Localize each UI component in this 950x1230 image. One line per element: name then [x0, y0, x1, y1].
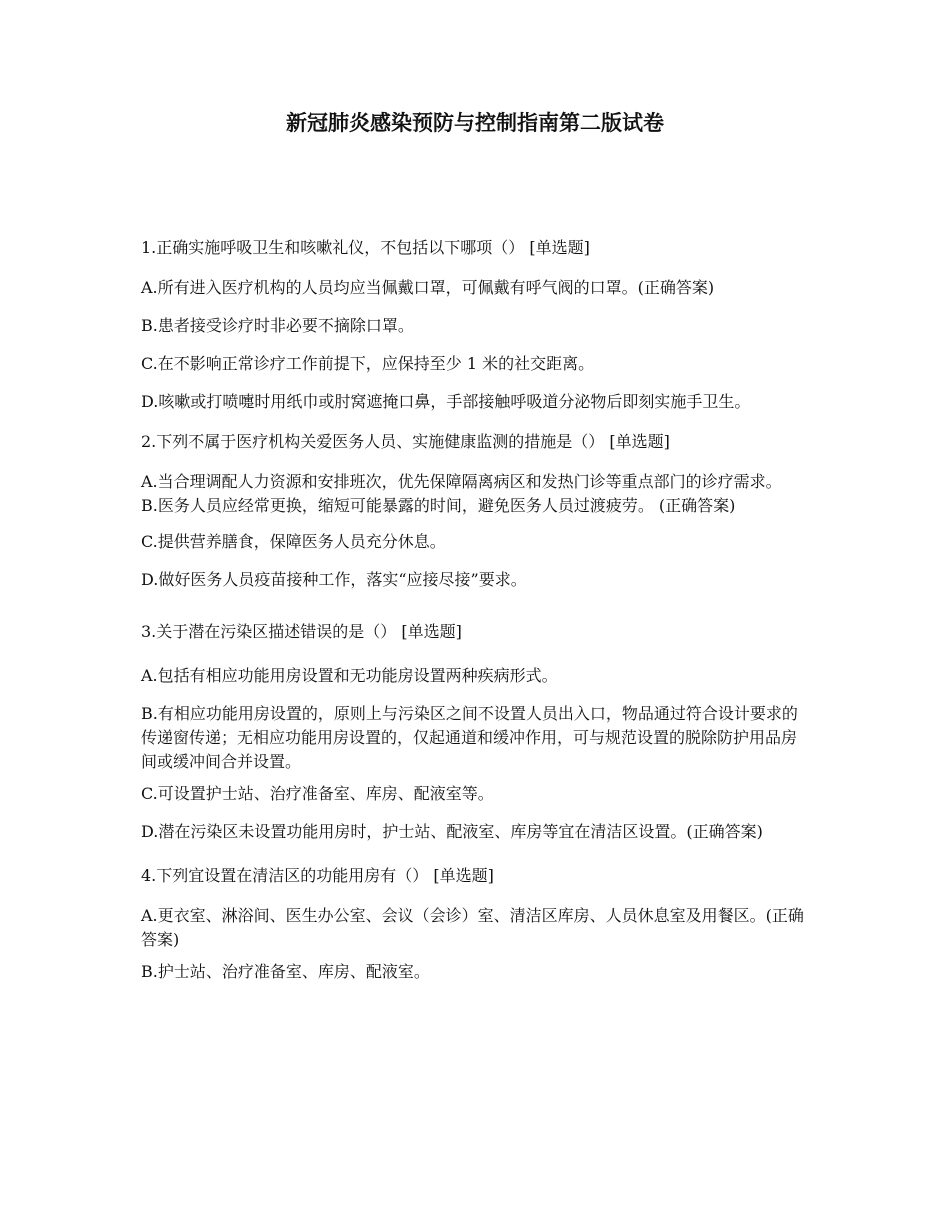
question-1	[141, 236, 811, 414]
option-d: D.做好医务人员疫苗接种工作，落实“应接尽接”要求。	[141, 570, 527, 589]
option-a: A.包括有相应功能用房设置和无功能房设置两种疾病形式。	[141, 666, 558, 685]
question-stem: 4.下列宜设置在清洁区的功能用房有（） [单选题]	[141, 866, 494, 885]
option-a: A.所有进入医疗机构的人员均应当佩戴口罩，可佩戴有呼气阀的口罩。(正确答案)	[141, 278, 715, 297]
document-title: 新冠肺炎感染预防与控制指南第二版试卷	[286, 110, 664, 135]
option-b: B.医务人员应经常更换，缩短可能暴露的时间，避免医务人员过渡疲劳。 (正确答案)	[141, 496, 736, 515]
question-3	[141, 620, 811, 844]
question-2	[141, 430, 811, 592]
question-list	[141, 236, 811, 998]
option-a: A.当合理调配人力资源和安排班次，优先保障隔离病区和发热门诊等重点部门的诊疗需求。	[141, 472, 782, 491]
question-stem: 3.关于潜在污染区描述错误的是（） [单选题]	[141, 622, 462, 641]
option-d: D.咳嗽或打喷嚏时用纸巾或肘窝遮掩口鼻，手部接触呼吸道分泌物后即刻实施手卫生。	[141, 392, 751, 411]
option-c: C.可设置护士站、治疗准备室、库房、配液室等。	[141, 784, 494, 803]
question-stem: 2.下列不属于医疗机构关爱医务人员、实施健康监测的措施是（） [单选题]	[141, 432, 670, 451]
question-4	[141, 864, 811, 984]
option-b: B.患者接受诊疗时非必要不摘除口罩。	[141, 316, 414, 335]
option-c: C.在不影响正常诊疗工作前提下，应保持至少 1 米的社交距离。	[141, 354, 595, 373]
option-b: B.有相应功能用房设置的，原则上与污染区之间不设置人员出入口，物品通过符合设计要求的传递窗传递；无相应功能用房设置的，仅起通道和缓冲作用，可与规范设置的脱除防护用品房间或缓冲间合并设置。	[141, 704, 798, 771]
option-c: C.提供营养膳食，保障医务人员充分休息。	[141, 532, 446, 551]
question-stem: 1.正确实施呼吸卫生和咳嗽礼仪，不包括以下哪项（） [单选题]	[141, 238, 590, 257]
option-d: D.潜在污染区未设置功能用房时，护士站、配液室、库房等宜在清洁区设置。(正确答案)	[141, 822, 763, 841]
option-a: A.更衣室、淋浴间、医生办公室、会议（会诊）室、清洁区库房、人员休息室及用餐区。(正确答案)	[141, 906, 804, 949]
option-b: B.护士站、治疗准备室、库房、配液室。	[141, 962, 430, 981]
